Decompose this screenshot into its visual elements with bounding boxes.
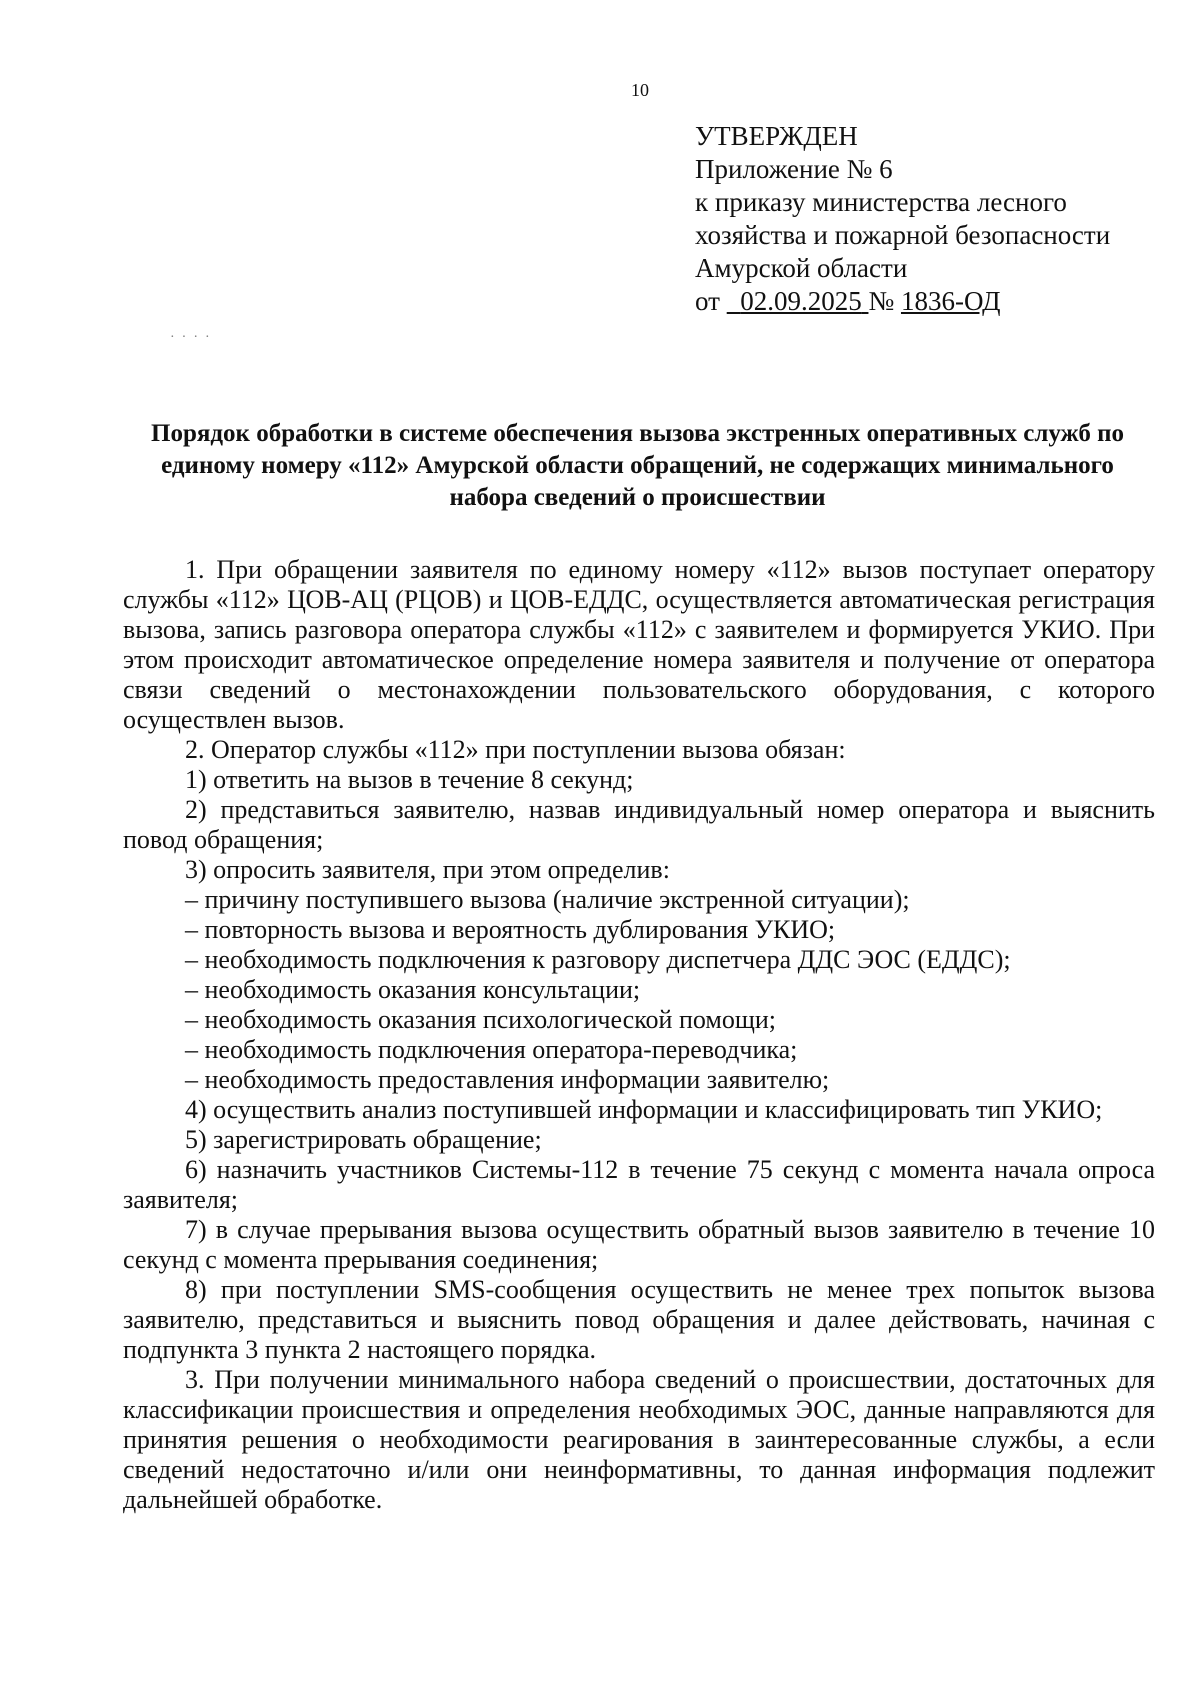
paragraph: 2. Оператор службы «112» при поступлении вызова обязан: <box>185 735 846 764</box>
approval-line-2: хозяйства и пожарной безопасности <box>695 220 1111 250</box>
paragraph: 7) в случае прерывания вызова осуществить обратный вызов заявителю в течение 10 секунд с момента прерывания соединения; <box>123 1215 1155 1274</box>
paragraph: 1. При обращении заявителя по единому номеру «112» вызов поступает оператору службы «112» ЦОВ-АЦ (РЦОВ) и ЦОВ-ЕДДС, осуществляется автоматическая регистрация вызова, запись разговора оператора службы «112» с заявителем и формируется УКИО. При этом происходит автоматическое определение номера заявителя и получение от оператора связи сведений о местонахождении пользовательского оборудования, с которого осуществлен вызов. <box>123 555 1155 734</box>
page-number: 10 <box>631 80 649 100</box>
paragraph: 4) осуществить анализ поступившей информации и классифицировать тип УКИО; <box>185 1095 1103 1124</box>
order-number: 1836-ОД <box>900 286 1001 316</box>
list-item: – повторность вызова и вероятность дублирования УКИО; <box>185 915 836 944</box>
list-item: – необходимость оказания психологической помощи; <box>185 1005 776 1034</box>
paragraph: 6) назначить участников Системы-112 в течение 75 секунд с момента начала опроса заявителя; <box>123 1155 1155 1214</box>
paragraph: 8) при поступлении SMS-сообщения осуществить не менее трех попыток вызова заявителю, представиться и выяснить повод обращения и далее действовать, начиная с подпункта 3 пункта 2 настоящего порядка. <box>123 1275 1155 1364</box>
paragraph: 2) представиться заявителю, назвав индивидуальный номер оператора и выяснить повод обращения; <box>123 795 1155 854</box>
paragraph: 3. При получении минимального набора сведений о происшествии, достаточных для классификации происшествия и определения необходимых ЭОС, данные направляются для принятия решения о необходимости реагирования в заинтересованные службы, а если сведений недостаточно и/или они неинформативны, то данная информация подлежит дальнейшей обработке. <box>123 1365 1155 1514</box>
list-item: – причину поступившего вызова (наличие экстренной ситуации); <box>185 885 910 914</box>
order-date <box>727 286 869 316</box>
document-body <box>123 555 1155 1515</box>
order-date-value: 02.09.2025 <box>740 286 862 316</box>
list-item: – необходимость подключения к разговору диспетчера ДДС ЭОС (ЕДДС); <box>185 945 1011 974</box>
approval-status: УТВЕРЖДЕН <box>695 121 858 151</box>
approval-block <box>695 120 1110 318</box>
approval-line-1: к приказу министерства лесного <box>695 187 1067 217</box>
list-item: – необходимость подключения оператора-переводчика; <box>185 1035 798 1064</box>
approval-appendix: Приложение № 6 <box>695 154 893 184</box>
paragraph: 5) зарегистрировать обращение; <box>185 1125 542 1154</box>
date-prefix: от <box>695 286 727 316</box>
scan-artifact: · · · · <box>170 330 210 345</box>
paragraph: 1) ответить на вызов в течение 8 секунд; <box>185 765 634 794</box>
paragraph: 3) опросить заявителя, при этом определив: <box>185 855 670 884</box>
list-item: – необходимость оказания консультации; <box>185 975 641 1004</box>
approval-date-line <box>695 285 1110 318</box>
approval-line-3: Амурской области <box>695 253 908 283</box>
document-title: Порядок обработки в системе обеспечения вызова экстренных оперативных служб по единому номеру «112» Амурской области обращений, не содержащих минимального набора сведений о происшествии <box>151 420 1124 511</box>
number-prefix: № <box>868 286 901 316</box>
list-item: – необходимость предоставления информации заявителю; <box>185 1065 830 1094</box>
